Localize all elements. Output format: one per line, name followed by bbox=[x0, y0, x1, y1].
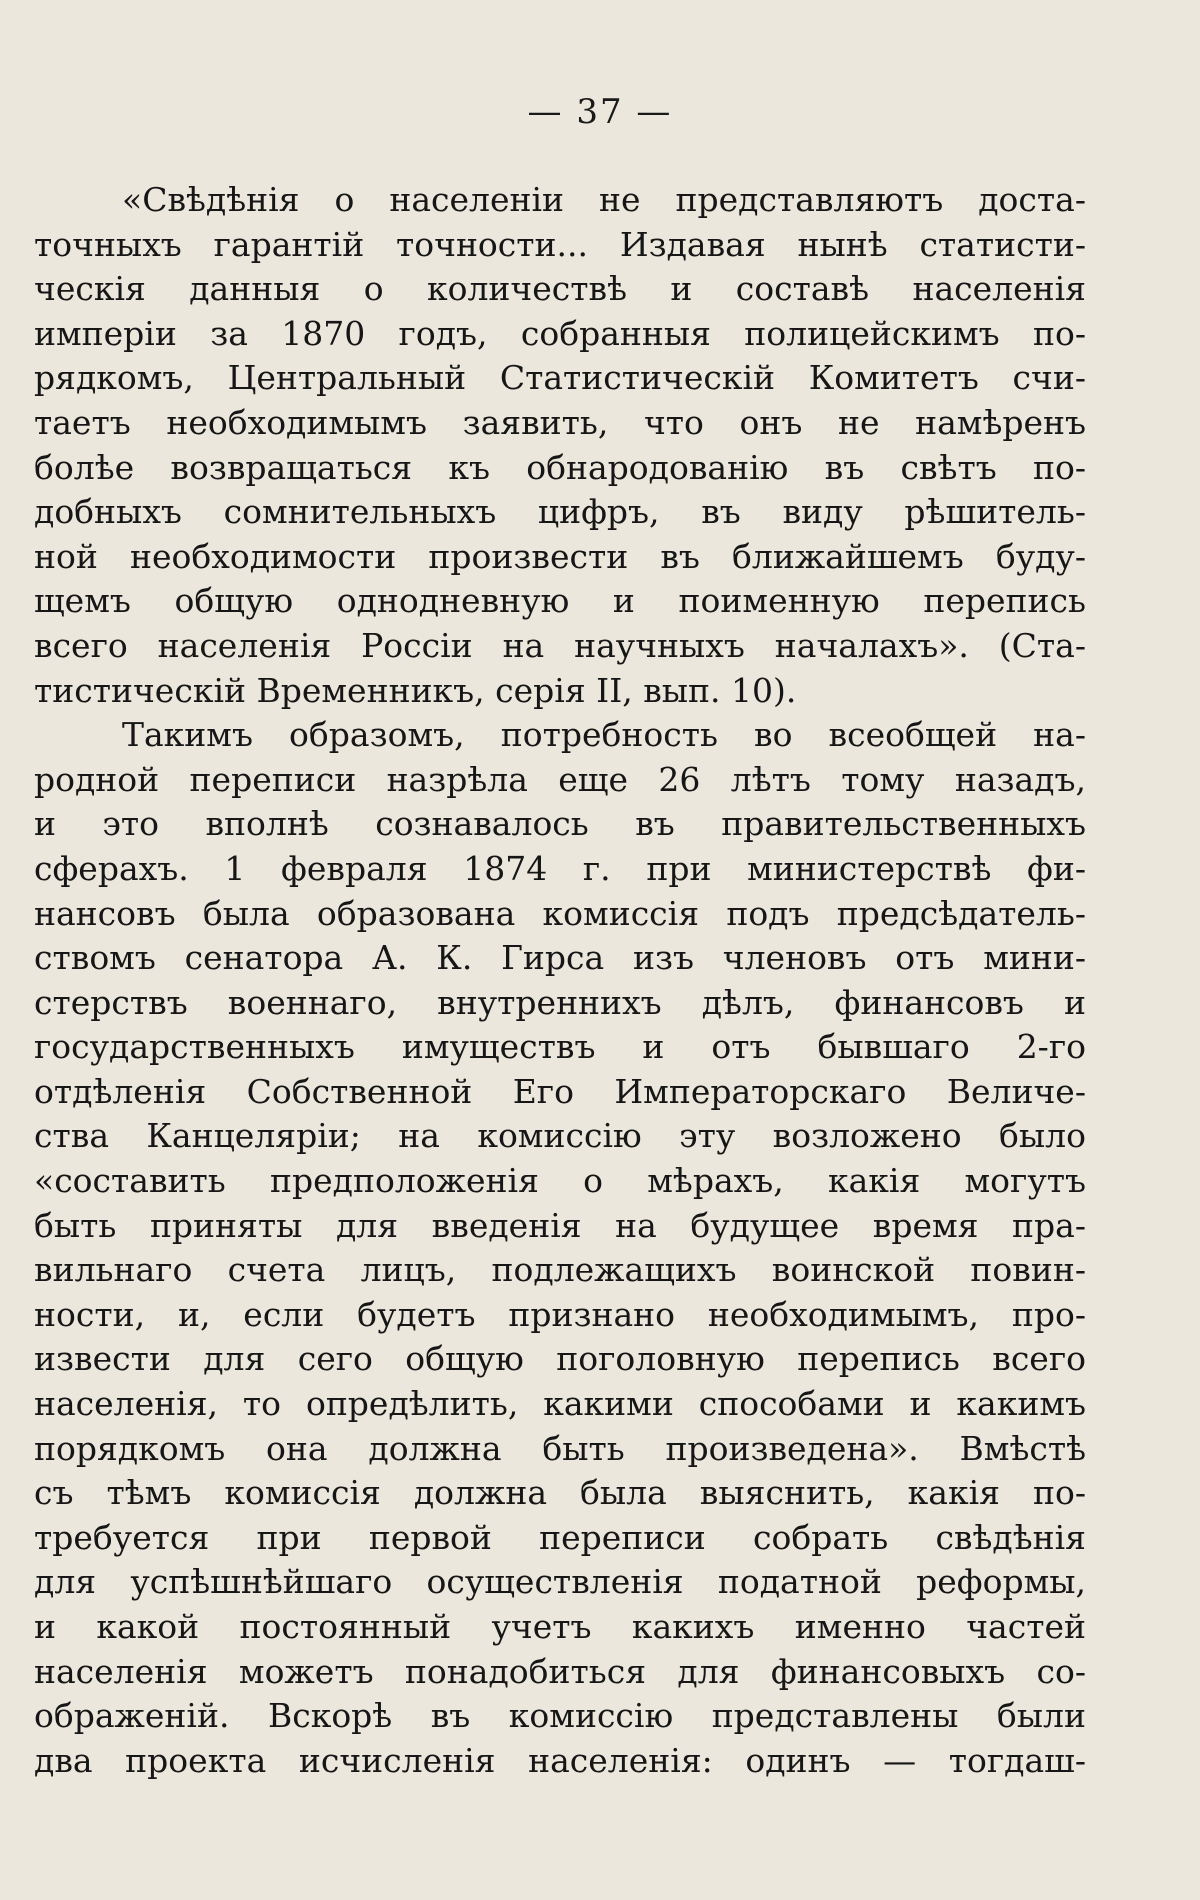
text-line: таетъ необходимымъ заявить, что онъ не намѣренъ bbox=[34, 402, 1086, 442]
text-line: съ тѣмъ комиссія должна была выяснить, какія по- bbox=[34, 1473, 1086, 1513]
text-line: щемъ общую однодневную и поименную перепись bbox=[34, 581, 1086, 621]
text-line: вильнаго счета лицъ, подлежащихъ воинской повин- bbox=[34, 1250, 1086, 1290]
text-line: болѣе возвращаться къ обнародованію въ свѣтъ по- bbox=[34, 447, 1086, 487]
text-line: ствомъ сенатора А. К. Гирса изъ членовъ отъ мини- bbox=[34, 938, 1086, 978]
text-line: ства Канцеляріи; на комиссію эту возложено было bbox=[34, 1116, 1086, 1156]
text-line: ной необходимости произвести въ ближайшемъ буду- bbox=[34, 536, 1086, 576]
text-line: добныхъ сомнительныхъ цифръ, въ виду рѣшитель- bbox=[34, 492, 1086, 532]
text-line: «составить предположенія о мѣрахъ, какія могутъ bbox=[34, 1161, 1086, 1201]
text-line: сферахъ. 1 февраля 1874 г. при министерствѣ фи- bbox=[34, 848, 1086, 888]
text-line: родной переписи назрѣла еще 26 лѣтъ тому назадъ, bbox=[34, 759, 1086, 799]
text-line: стерствъ военнаго, внутреннихъ дѣлъ, финансовъ и bbox=[34, 982, 1086, 1022]
text-line: и какой постоянный учетъ какихъ именно частей bbox=[34, 1607, 1086, 1646]
text-line: населенія, то опредѣлить, какими способами и какимъ bbox=[34, 1384, 1086, 1424]
text-line: точныхъ гарантій точности... Издавая нынѣ статисти- bbox=[34, 224, 1086, 264]
text-line: требуется при первой переписи собрать свѣдѣнія bbox=[34, 1517, 1086, 1557]
text-line: и это вполнѣ сознавалось въ правительственныхъ bbox=[34, 804, 1086, 844]
text-line: два проекта исчисленія населенія: одинъ — тогдаш- bbox=[34, 1740, 1086, 1780]
text-line: порядкомъ она должна быть произведена». Вмѣстѣ bbox=[34, 1428, 1086, 1468]
text-line: Такимъ образомъ, потребность во всеобщей на- bbox=[122, 715, 1086, 755]
page-number: — 37 — bbox=[527, 92, 673, 132]
text-line: извести для сего общую поголовную перепись всего bbox=[34, 1339, 1086, 1379]
text-line: имперіи за 1870 годъ, собранныя полицейскимъ по- bbox=[34, 313, 1086, 353]
text-line: всего населенія Россіи на научныхъ началахъ». (Ста- bbox=[34, 625, 1086, 665]
text-line: рядкомъ, Центральный Статистическій Комитетъ счи- bbox=[34, 358, 1086, 398]
text-line: для успѣшнѣйшаго осуществленія податной реформы, bbox=[34, 1562, 1086, 1602]
text-line: нансовъ была образована комиссія подъ предсѣдатель- bbox=[34, 893, 1086, 933]
text-line: тистическій Временникъ, серія II, вып. 10). bbox=[34, 670, 797, 710]
text-line: населенія можетъ понадобиться для финансовыхъ со- bbox=[34, 1651, 1086, 1691]
text-line: ображеній. Вскорѣ въ комиссію представлены были bbox=[34, 1696, 1086, 1736]
text-line: ности, и, если будетъ признано необходимымъ, про- bbox=[34, 1294, 1086, 1334]
text-line: государственныхъ имуществъ и отъ бывшаго 2-го bbox=[34, 1027, 1086, 1067]
text-line: «Свѣдѣнія о населеніи не представляютъ доста- bbox=[122, 180, 1086, 219]
text-line: быть приняты для введенія на будущее время пра- bbox=[34, 1205, 1086, 1245]
body-text bbox=[34, 178, 1086, 1783]
text-line: ческія данныя о количествѣ и составѣ населенія bbox=[34, 269, 1086, 309]
text-line: отдѣленія Собственной Его Императорскаго Величе- bbox=[34, 1071, 1086, 1111]
paragraph-commission bbox=[34, 713, 1086, 1783]
paragraph-quote bbox=[34, 178, 1086, 713]
